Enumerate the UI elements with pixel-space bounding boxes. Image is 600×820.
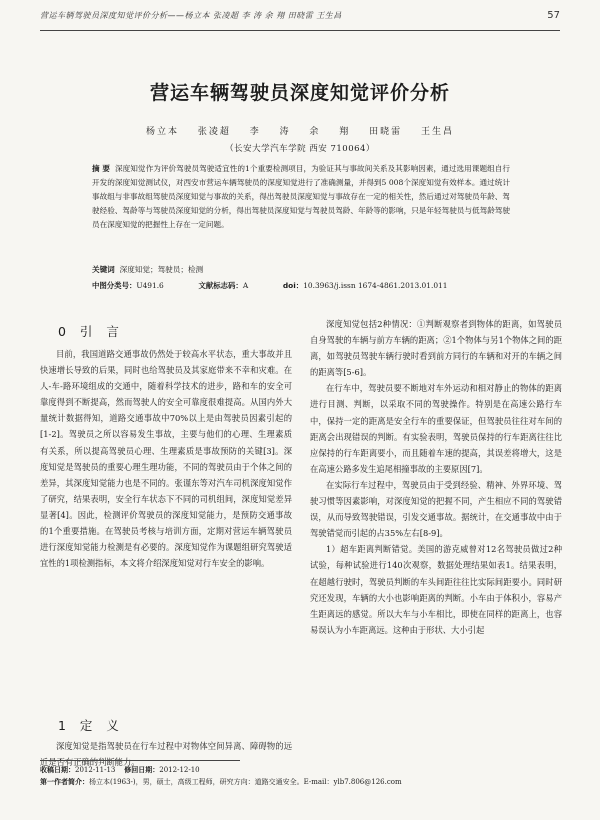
article-title: 营运车辆驾驶员深度知觉评价分析: [149, 82, 450, 104]
authors: 杨立本 张凌超 李 涛 余 翔 田晓雷 王生昌: [145, 127, 455, 137]
abstract-text: 深度知觉作为评价驾驶员驾驶适宜性的1个重要检测项目，为验证其与事故间关系及其影响因素，通过选用课题组自行开发的深度知觉测试仪，对西安市营运车辆驾驶员的深度知觉进行了准确测量，并得到5 008个深度知觉有效样本。通过统计事故组与非事故组驾驶员深度知觉与事故的关系，得出驾驶员深度知觉与事故存在一定的相关性，然后通过对驾驶员年龄、驾驶经验、驾龄等与驾驶员深度知觉的分析，得出驾驶员深度知觉与驾驶员驾龄、年龄等的影响，只是年轻驾驶员与低驾龄驾驶员在深度知觉的把握性上存在一定问题。: [92, 164, 511, 229]
footnote: [40, 764, 560, 788]
intro-paragraph: 目前，我国道路交通事故仍然处于较高水平状态，重大事故并且快速增长导致的后果，同时也给驾驶员及其家庭带来不幸和灾难。在人-车-路环境组成的交通中，随着科学技术的进步，路和车的安全可靠度得到不断提高，然而驾驶人的安全可靠度很难提高。从国内外大量统计数据得知，道路交通事故中70%以上是由驾驶员因素引起的[1-2]。驾驶员之所以容易发生事故，主要与他们的心理、生理素质有关系，所以提高驾驶员心理、生理素质是事故预防的关键[3]。深度知觉是驾驶员的重要心理生理功能，不同的驾驶员由于个体之间的差异，其深度知觉能力也是不同的。张谨东等对汽车司机深度知觉作了研究，结果表明，安全行车状态下不同的司机组间，深度知觉差异显著[4]。因此，检测评价驾驶员的深度知觉能力，是预防交通事故的1个重要措施。在驾驶员考核与培训方面，定期对营运车辆驾驶员进行深度知觉能力检测是有必要的。深度知觉作为课题组研究驾驶适宜性的1项检测指标，本文将介绍深度知觉对行车安全的影响。: [40, 349, 292, 569]
classification-line: [92, 280, 512, 291]
received-label: 收稿日期：: [40, 766, 75, 774]
running-header: 营运车辆驾驶员深度知觉评价分析——杨立本 张凌超 李 涛 余 翔 田晓雷 王生昌: [40, 11, 342, 20]
class-value: U491.6: [136, 281, 164, 290]
left-column: [40, 346, 292, 571]
author-bio-value: 杨立本(1963-)，男，硕士，高级工程师，研究方向：道路交通安全。E-mail：ylb7.806@126.com: [89, 778, 402, 786]
abstract-label: 摘 要: [92, 164, 111, 173]
page-number: 57: [547, 10, 560, 21]
right-column: [310, 316, 562, 638]
class-label: 中图分类号：: [92, 281, 137, 290]
keywords: [92, 264, 203, 275]
header-rule: [40, 30, 560, 31]
right-paragraph-2: 在行车中，驾驶员要不断地对车外运动和相对静止的物体的距离进行目测、判断，以采取不同的驾驶操作。特别是在高速公路行车中，保持一定的距离是安全行车的重要保证，但驾驶员往往对车间的距离会出现错误的判断。有实验表明，驾驶员保持的行车距离往往比应保持的行车距离要小，而且随着车速的提高，其误差将增大，这是在高速公路多发生追尾相撞事故的主要原因[7]。: [310, 383, 562, 474]
intro-heading: 0 引 言: [58, 324, 124, 339]
revised-label: 修回日期：: [124, 766, 160, 774]
definition-heading: 1 定 义: [58, 718, 124, 733]
doc-value: A: [242, 281, 249, 290]
revised-value: 2012-12-10: [159, 766, 200, 774]
doi-label: doi：: [282, 281, 304, 290]
received-value: 2012-11-13: [75, 766, 116, 774]
right-paragraph-3: 在实际行车过程中，驾驶员由于受到经验、精神、外界环境、驾驶习惯等因素影响，对深度知觉的把握不同，产生相应不同的驾驶错误，从而导致驾驶错误，引发交通事故。据统计，在交通事故中由于驾驶错觉而引起的占35%左右[8-9]。: [310, 479, 562, 539]
author-bio-label: 第一作者简介：: [40, 778, 89, 786]
right-paragraph-4: 1）超车距离判断错觉。美国的游克威曾对12名驾驶员做过2种试验，每种试验进行140次观察，数据处理结果如表1。结果表明，在超越行驶时，驾驶员判断的车头间距往往比实际间距要小。同时研究还发现，车辆的大小也影响距离的判断。小车由于体积小，容易产生距离远的感觉。所以大车与小车相比，即使在同样的距离上，也容易误认为小车距离远。这种由于形状、大小引起: [310, 544, 562, 635]
abstract: [92, 162, 510, 232]
affiliation: （长安大学汽车学院 西安 710064）: [225, 144, 375, 154]
keywords-value: 深度知觉；驾驶员；检测: [119, 265, 204, 274]
footnote-rule: [40, 760, 240, 761]
doi-value: 10.3963/j.issn 1674-4861.2013.01.011: [303, 281, 448, 290]
right-paragraph-1: 深度知觉包括2种情况：①判断观察者到物体的距离，如驾驶员自身驾驶的车辆与前方车辆的距离；②1个物体与另1个物体之间的距离，如驾驶员驾驶车辆行驶时看到前方同行的车辆和对开的车辆之间的距离等[5-6]。: [310, 319, 562, 378]
definition-paragraph: 深度知觉是指驾驶员在行车过程中对物体空间异离、障碍物的远近是否有正确的判断能力。: [40, 741, 292, 768]
keywords-label: 关键词: [92, 265, 115, 274]
doc-label: 文献标志码：: [198, 281, 243, 290]
